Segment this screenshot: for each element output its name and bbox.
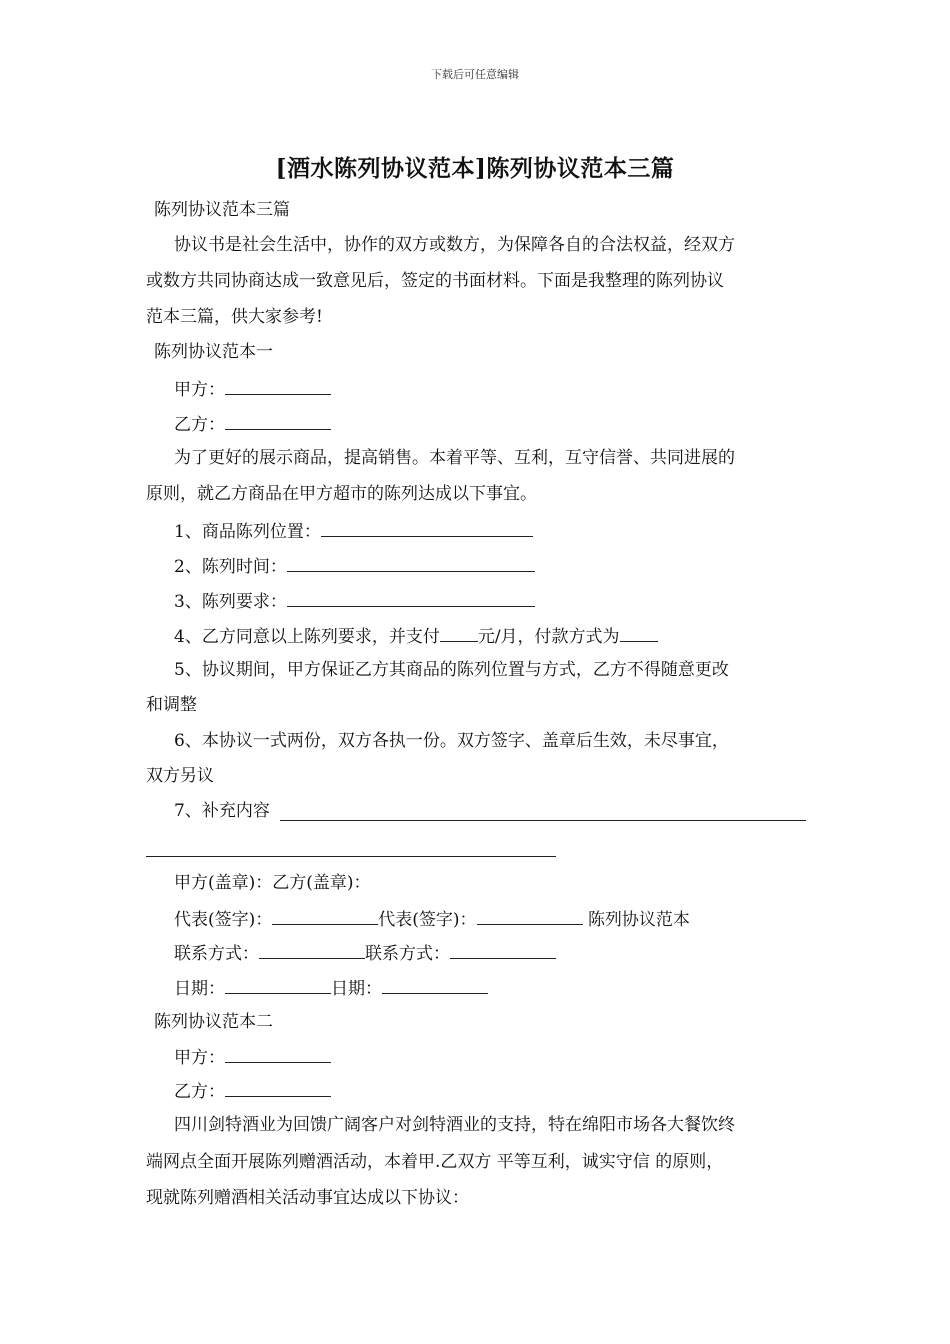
date-b-label: 日期：	[331, 979, 382, 999]
contact-a-label: 联系方式：	[174, 944, 259, 964]
sample1-party-a	[174, 376, 844, 402]
item-2-label: 2、陈列时间：	[174, 557, 287, 577]
party-b-label: 乙方：	[174, 1082, 225, 1102]
item-2-blank	[287, 553, 535, 572]
party-b-blank	[225, 1078, 331, 1097]
item-4-payment-blank	[620, 623, 658, 642]
contact-b-blank	[450, 940, 556, 959]
party-a-blank	[225, 376, 331, 395]
item-4-label-a: 4、乙方同意以上陈列要求，并支付	[174, 627, 440, 647]
item-7-blank	[280, 820, 806, 821]
item-7-blank-continued	[146, 856, 556, 857]
sample2-heading: 陈列协议范本二	[154, 1012, 273, 1032]
item-3	[174, 588, 844, 614]
date-line	[174, 975, 844, 1001]
sample1-para-line-1: 为了更好的展示商品，提高销售。本着平等、互利，互守信誉、共同进展的	[174, 448, 735, 468]
item-2	[174, 553, 844, 579]
seals-line: 甲方(盖章)：乙方(盖章)：	[174, 873, 371, 893]
party-a-label: 甲方：	[174, 1048, 225, 1068]
sample2-para-line-1: 四川剑特酒业为回馈广阔客户对剑特酒业的支持，特在绵阳市场各大餐饮终	[174, 1115, 735, 1135]
representatives-line	[174, 906, 844, 932]
rep-b-label: 代表(签字)：	[378, 910, 477, 930]
rep-b-blank	[477, 906, 583, 925]
date-a-blank	[225, 975, 331, 994]
sample1-para-line-2: 原则，就乙方商品在甲方超市的陈列达成以下事宜。	[146, 484, 537, 504]
sample2-party-b	[174, 1078, 844, 1104]
rep-tail: 陈列协议范本	[587, 910, 690, 930]
date-a-label: 日期：	[174, 979, 225, 999]
item-4-label-b: 元/月，付款方式为	[477, 627, 620, 647]
party-b-label: 乙方：	[174, 415, 225, 435]
item-1	[174, 518, 844, 544]
sample1-party-b	[174, 411, 844, 437]
rep-a-blank	[272, 906, 378, 925]
date-b-blank	[382, 975, 488, 994]
contact-b-label: 联系方式：	[365, 944, 450, 964]
intro-line-2: 或数方共同协商达成一致意见后，签定的书面材料。下面是我整理的陈列协议	[146, 271, 724, 291]
sample2-para-line-3: 现就陈列赠酒相关活动事宜达成以下协议：	[146, 1188, 469, 1208]
intro-line-3: 范本三篇，供大家参考!	[146, 307, 323, 327]
sample2-party-a	[174, 1044, 844, 1070]
contact-line	[174, 940, 844, 966]
item-3-label: 3、陈列要求：	[174, 592, 287, 612]
party-a-label: 甲方：	[174, 380, 225, 400]
item-3-blank	[287, 588, 535, 607]
item-6-line-2: 双方另议	[146, 766, 214, 786]
item-7-label: 7、补充内容	[174, 801, 270, 821]
page-title: [酒水陈列协议范本]陈列协议范本三篇	[275, 155, 675, 182]
sample1-heading: 陈列协议范本一	[154, 342, 273, 362]
item-5-line-1: 5、协议期间，甲方保证乙方其商品的陈列位置与方式，乙方不得随意更改	[174, 660, 729, 680]
contact-a-blank	[259, 940, 365, 959]
item-6-line-1: 6、本协议一式两份，双方各执一份。双方签字、盖章后生效，未尽事宜，	[174, 731, 729, 751]
item-4	[174, 623, 844, 649]
party-a-blank	[225, 1044, 331, 1063]
sample2-para-line-2: 端网点全面开展陈列赠酒活动，本着甲.乙双方 平等互利，诚实守信 的原则，	[146, 1152, 724, 1172]
item-4-amount-blank	[440, 623, 478, 642]
item-5-line-2: 和调整	[146, 695, 197, 715]
header-note: 下载后可任意编辑	[431, 68, 519, 81]
rep-a-label: 代表(签字)：	[174, 910, 273, 930]
intro-line-1: 协议书是社会生活中，协作的双方或数方，为保障各自的合法权益，经双方	[174, 235, 735, 255]
subtitle: 陈列协议范本三篇	[154, 200, 290, 220]
party-b-blank	[225, 411, 331, 430]
item-1-blank	[321, 518, 533, 537]
item-1-label: 1、商品陈列位置：	[174, 522, 321, 542]
